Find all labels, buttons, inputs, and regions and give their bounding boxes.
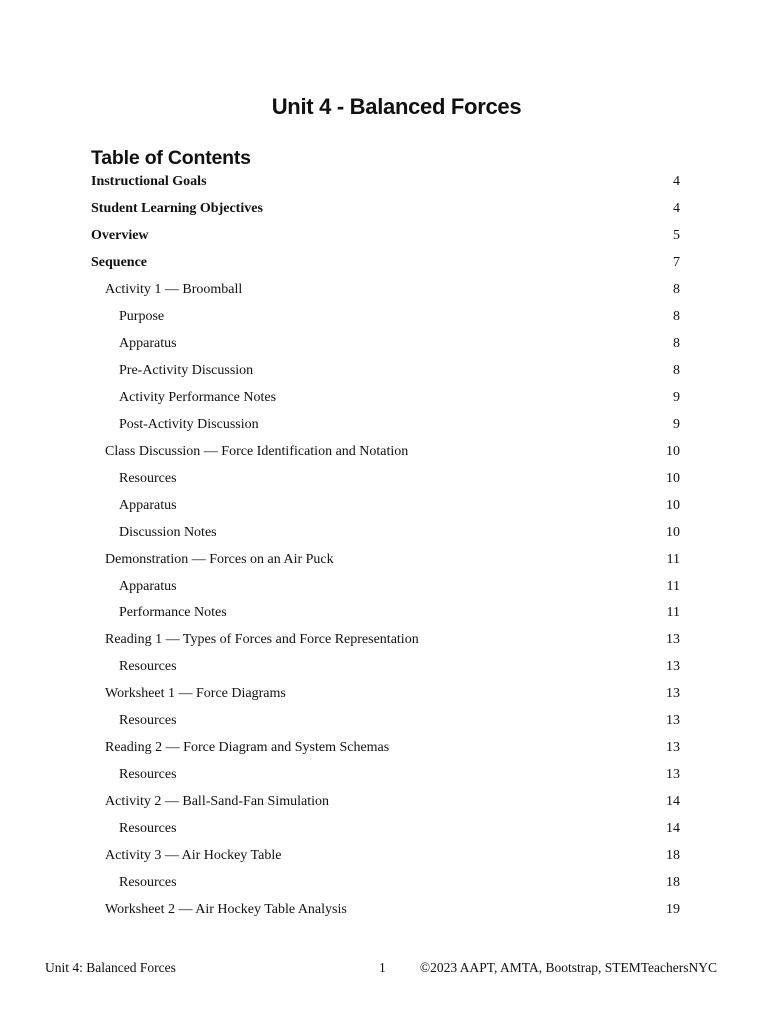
toc-entry-page-number: 4 — [673, 174, 680, 190]
toc-entry-page-number: 10 — [666, 443, 680, 459]
toc-heading: Table of Contents — [91, 147, 251, 169]
page-footer — [0, 960, 770, 980]
toc-entry-label: Resources — [119, 470, 177, 486]
toc-entry[interactable] — [91, 358, 680, 385]
toc-entry[interactable] — [91, 600, 680, 627]
toc-entry[interactable] — [91, 654, 680, 681]
toc-entry-label: Resources — [119, 659, 177, 675]
toc-entry[interactable] — [91, 735, 680, 762]
footer-page-number: 1 — [379, 960, 386, 975]
toc-entry[interactable] — [91, 411, 680, 438]
toc-entry-label: Class Discussion — Force Identification and Notation — [105, 443, 409, 459]
toc-entry-page-number: 9 — [673, 416, 680, 432]
toc-entry-page-number: 19 — [666, 901, 680, 917]
toc-entry[interactable] — [91, 492, 680, 519]
toc-entry[interactable] — [91, 223, 680, 250]
toc-entry-label: Reading 2 — Force Diagram and System Schemas — [105, 740, 390, 756]
toc-entry[interactable] — [91, 627, 680, 654]
toc-entry-page-number: 8 — [673, 309, 680, 325]
toc-entry[interactable] — [91, 842, 680, 869]
toc-entry-page-number: 10 — [666, 470, 680, 486]
toc-entry[interactable] — [91, 708, 680, 735]
toc-entry[interactable] — [91, 196, 680, 223]
toc-entry[interactable] — [91, 304, 680, 331]
toc-entry-page-number: 8 — [673, 282, 680, 298]
toc-entry[interactable] — [91, 896, 680, 923]
toc-entry-page-number: 10 — [666, 524, 680, 540]
toc-entry-page-number: 10 — [666, 497, 680, 513]
toc-entry-label: Activity 2 — Ball-Sand-Fan Simulation — [105, 794, 329, 810]
toc-entry[interactable] — [91, 789, 680, 816]
toc-entry[interactable] — [91, 519, 680, 546]
toc-entry[interactable] — [91, 465, 680, 492]
toc-entry-label: Reading 1 — Types of Forces and Force Representation — [105, 632, 419, 648]
toc-entry-label: Resources — [119, 767, 177, 783]
toc-entry-label: Demonstration — Forces on an Air Puck — [105, 551, 334, 567]
toc-entry-label: Worksheet 1 — Force Diagrams — [105, 686, 286, 702]
toc-entry-label: Performance Notes — [119, 605, 227, 621]
toc-entry-label: Resources — [119, 713, 177, 729]
toc-entry-page-number: 13 — [666, 713, 680, 729]
toc-entry-page-number: 11 — [666, 605, 680, 621]
toc-entry-label: Apparatus — [119, 497, 177, 513]
toc-entry-page-number: 13 — [666, 740, 680, 756]
footer-copyright: ©2023 AAPT, AMTA, Bootstrap, STEMTeachersNYC — [419, 960, 717, 975]
toc-entry[interactable] — [91, 438, 680, 465]
toc-entry[interactable] — [91, 869, 680, 896]
toc-entry-page-number: 18 — [666, 847, 680, 863]
toc-entry[interactable] — [91, 681, 680, 708]
toc-entry-page-number: 4 — [673, 201, 680, 217]
toc-entry-page-number: 8 — [673, 363, 680, 379]
toc-entry-label: Activity 3 — Air Hockey Table — [105, 847, 282, 863]
toc-entry-page-number: 5 — [673, 228, 680, 244]
toc-entry-label: Worksheet 2 — Air Hockey Table Analysis — [105, 901, 347, 917]
toc-entry[interactable] — [91, 816, 680, 843]
toc-entry-page-number: 11 — [666, 578, 680, 594]
toc-entry-label: Resources — [119, 820, 177, 836]
toc-entry-page-number: 13 — [666, 659, 680, 675]
toc-entry-page-number: 13 — [666, 767, 680, 783]
toc-entry-label: Post-Activity Discussion — [119, 416, 259, 432]
toc-entry-page-number: 13 — [666, 632, 680, 648]
toc-entry-page-number: 8 — [673, 336, 680, 352]
toc-entry-label: Apparatus — [119, 336, 177, 352]
toc-entry[interactable] — [91, 546, 680, 573]
table-of-contents — [91, 169, 680, 923]
toc-entry-label: Pre-Activity Discussion — [119, 363, 254, 379]
toc-entry-label: Purpose — [119, 309, 165, 325]
toc-entry-label: Apparatus — [119, 578, 177, 594]
toc-entry-label: Activity 1 — Broomball — [105, 282, 243, 298]
toc-entry-page-number: 9 — [673, 389, 680, 405]
toc-entry[interactable] — [91, 762, 680, 789]
toc-entry-page-number: 14 — [666, 794, 680, 810]
toc-entry-label: Sequence — [91, 255, 147, 271]
document-title: Unit 4 - Balanced Forces — [271, 94, 522, 119]
toc-entry[interactable] — [91, 385, 680, 412]
toc-entry-label: Activity Performance Notes — [119, 389, 277, 405]
toc-entry-page-number: 7 — [673, 255, 680, 271]
toc-entry[interactable] — [91, 277, 680, 304]
toc-entry[interactable] — [91, 573, 680, 600]
toc-entry-label: Instructional Goals — [91, 174, 207, 190]
toc-entry-page-number: 13 — [666, 686, 680, 702]
toc-entry-label: Resources — [119, 874, 177, 890]
toc-entry[interactable] — [91, 331, 680, 358]
toc-entry-label: Overview — [91, 228, 149, 244]
toc-entry-page-number: 11 — [666, 551, 680, 567]
toc-entry-label: Student Learning Objectives — [91, 201, 263, 217]
toc-entry-page-number: 14 — [666, 820, 680, 836]
toc-entry[interactable] — [91, 250, 680, 277]
toc-entry-label: Discussion Notes — [119, 524, 217, 540]
toc-entry-page-number: 18 — [666, 874, 680, 890]
toc-entry[interactable] — [91, 169, 680, 196]
footer-unit-title: Unit 4: Balanced Forces — [45, 960, 176, 975]
